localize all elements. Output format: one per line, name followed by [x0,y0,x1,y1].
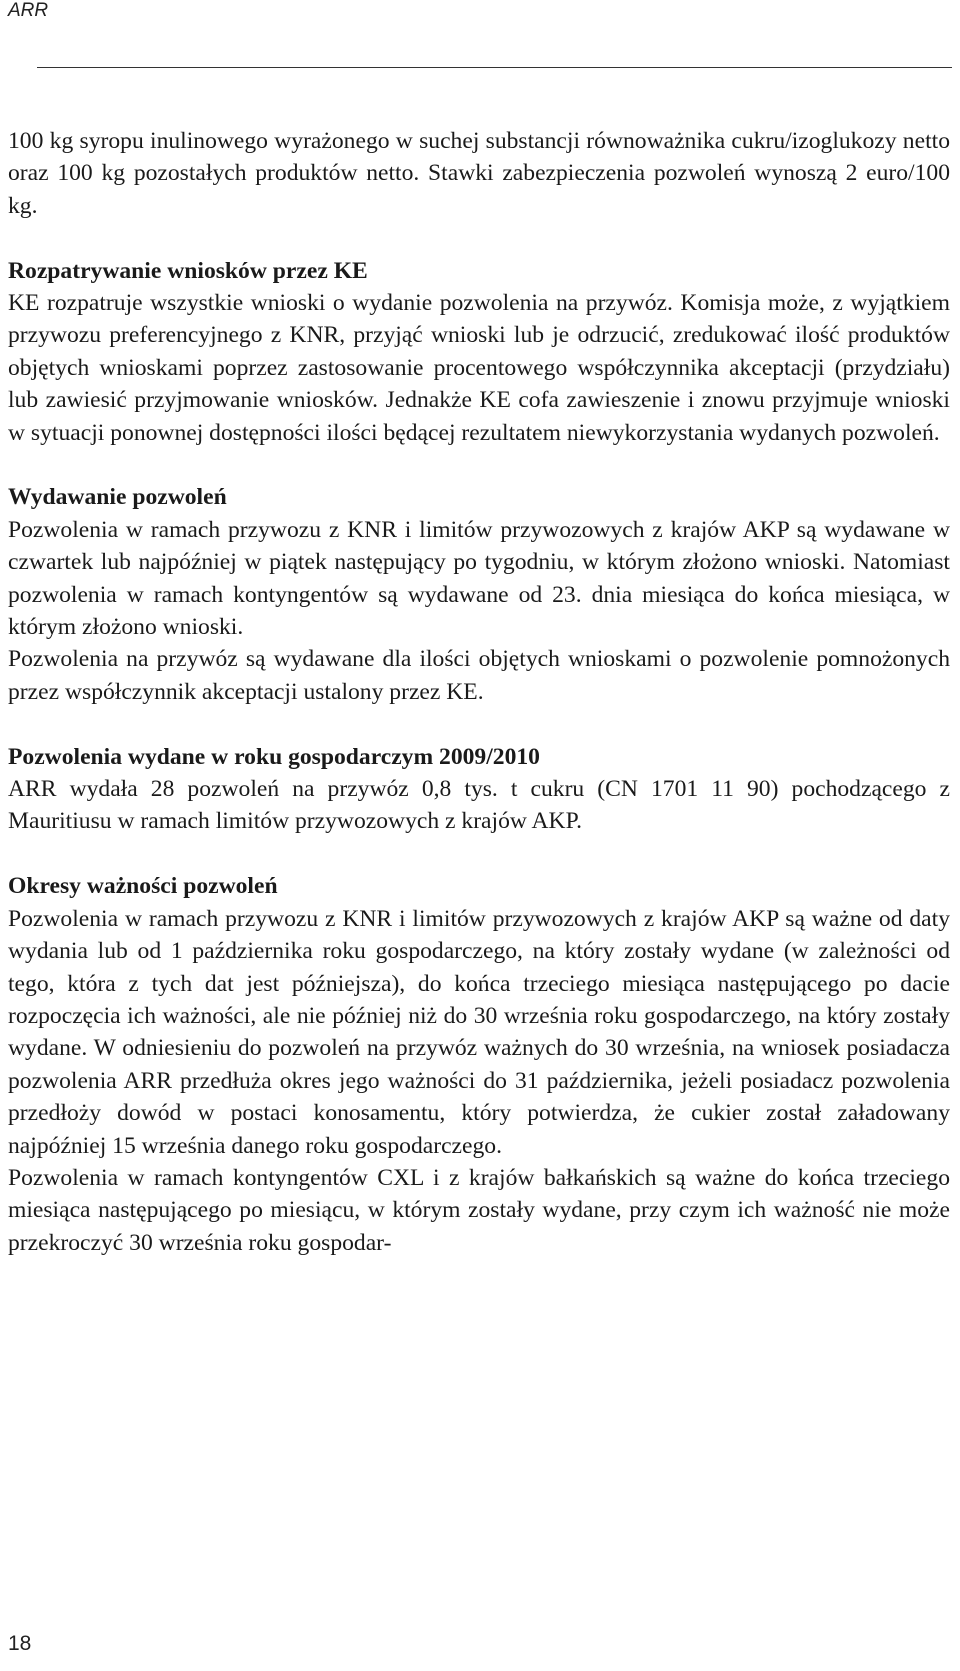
paragraph: Pozwolenia w ramach przywozu z KNR i limitów przywozowych z krajów AKP są wydawane w czwartek lub najpóźniej w piątek następujący po tygodniu, w którym złożono wnioski. Natomiast pozwolenia w ramach kontyngentów są wydawane od 23. dnia miesiąca do końca miesiąca, w którym złożono wnioski. [8,516,950,641]
page-number: 18 [8,1632,32,1655]
paragraph: 100 kg syropu inulinowego wyrażonego w suchej substancji równoważnika cukru/izoglukozy netto oraz 100 kg pozostałych produktów netto. Stawki zabezpieczenia pozwoleń wynoszą 2 euro/100 kg. [8,128,950,219]
paragraph: Pozwolenia na przywóz są wydawane dla ilości objętych wnioskami o pozwolenie pomnożonych przez współczynnik akceptacji ustalony przez KE. [8,646,950,705]
paragraph: Pozwolenia w ramach kontyngentów CXL i z krajów bałkańskich są ważne do końca trzeciego miesiąca następującego po miesiącu, w którym zostały wydane, przy czym ich ważność nie może przekroczyć 30 września roku gospodar- [8,1164,950,1256]
running-header: ARR [8,0,49,21]
section-heading-rozpatrywanie: Rozpatrywanie wniosków przez KE [8,257,368,284]
paragraph: Pozwolenia w ramach przywozu z KNR i limitów przywozowych z krajów AKP są ważne od daty wydania lub od 1 października roku gospodarczego, na który zostały wydane (w zależności od tego, która z tych dat jest późniejsza), do końca trzeciego miesiąca następującego po dacie rozpoczęcia ich ważności, ale nie później niż do 30 września roku gospodarczego, na który zostały wydane. W odniesieniu do pozwoleń na przywóz ważnych do 30 września, na wniosek posiadacza pozwolenia ARR przedłuża okres jego ważności do 31 października, jeżeli posiadacz pozwolenia przedłoży dowód w postaci konosamentu, który potwierdza, że cukier został załadowany najpóźniej 15 września danego roku gospodarczego. [8,905,950,1159]
paragraph: KE rozpatruje wszystkie wnioski o wydanie pozwolenia na przywóz. Komisja może, z wyjątkiem przywozu preferencyjnego z KNR, przyjąć wnioski lub je odrzucić, zredukować ilość produktów objętych wnioskami poprzez zastosowanie procentowego współczynnika akceptacji (przydziału) lub zawiesić przyjmowanie wniosków. Jednakże KE cofa zawieszenie i znowu przyjmuje wnioski w sytuacji ponownej dostępności ilości będącej rezultatem niewykorzystania wydanych pozwoleń. [8,290,950,446]
header-divider [37,67,952,68]
section-heading-pozwolenia-wydane: Pozwolenia wydane w roku gospodarczym 2009/2010 [8,743,540,770]
document-body [8,125,950,1259]
section-heading-okresy-waznosci: Okresy ważności pozwoleń [8,873,278,900]
paragraph: ARR wydała 28 pozwoleń na przywóz 0,8 tys. t cukru (CN 1701 11 90) pochodzącego z Mauritiusu w ramach limitów przywozowych z krajów AKP. [8,776,950,835]
section-heading-wydawanie: Wydawanie pozwoleń [8,484,227,511]
